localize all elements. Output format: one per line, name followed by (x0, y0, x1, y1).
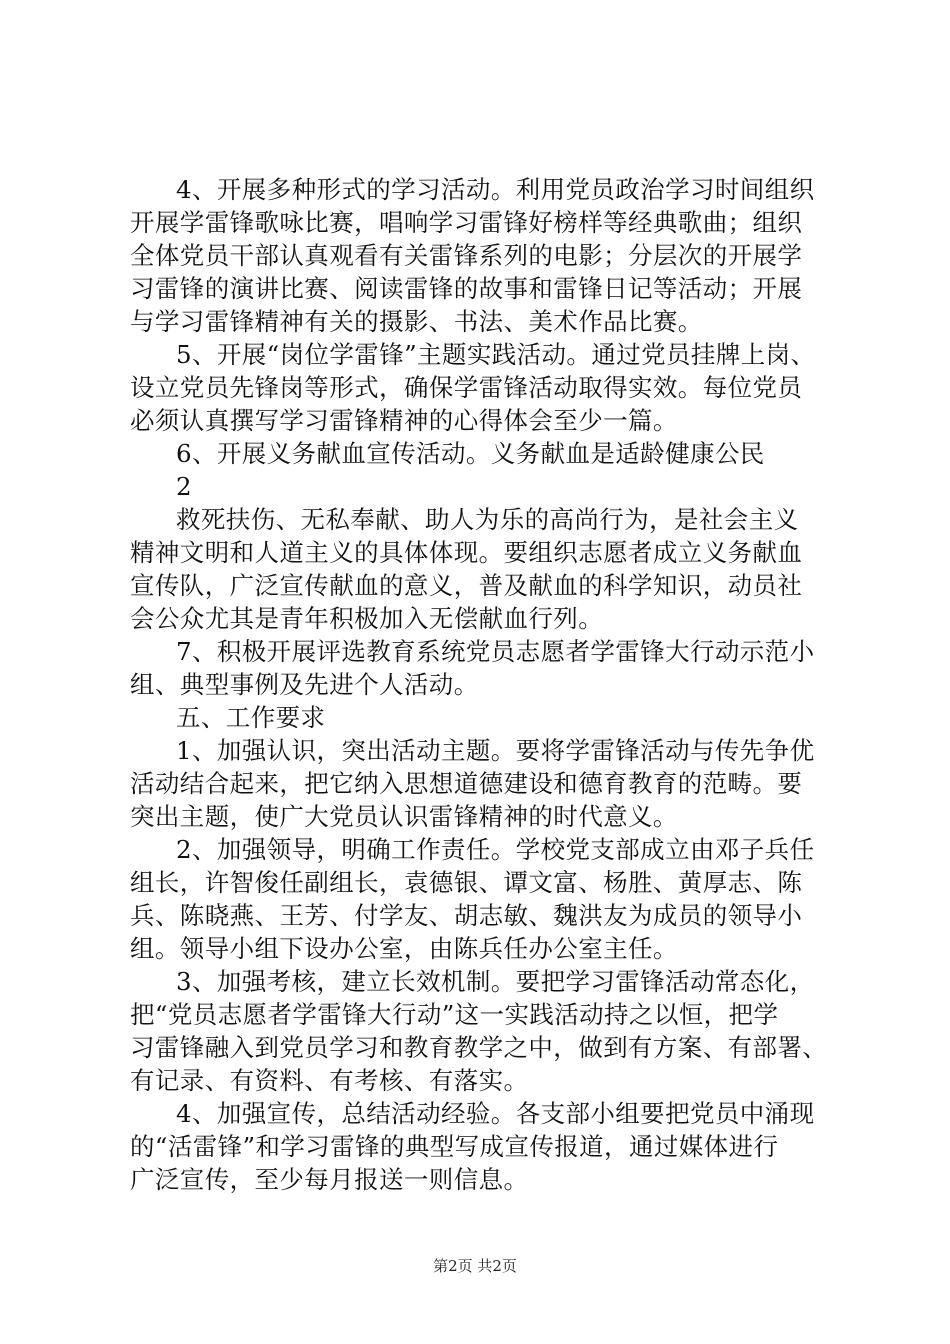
text-line: 组、典型事例及先进个人活动。 (130, 670, 479, 699)
text-line: 与学习雷锋精神有关的摄影、书法、美术作品比赛。 (130, 307, 703, 336)
text-line: 7、积极开展评选教育系统党员志愿者学雷锋大行动示范小 (176, 637, 815, 666)
text-line: 全体党员干部认真观看有关雷锋系列的电影；分层次的开展学 (130, 241, 803, 270)
text-line: 习雷锋的演讲比赛、阅读雷锋的故事和雷锋日记等活动；开展 (130, 274, 803, 303)
text-line: 1、加强认识，突出活动主题。要将学雷锋活动与传先争优 (176, 736, 815, 765)
text-line: 会公众尤其是青年积极加入无偿献血行列。 (130, 604, 604, 633)
text-line: 突出主题，使广大党员认识雷锋精神的时代意义。 (130, 802, 678, 831)
text-line: 2、加强领导，明确工作责任。学校党支部成立由邓子兵任 (176, 835, 815, 864)
text-line: 4、加强宣传，总结活动经验。各支部小组要把党员中涌现 (176, 1099, 815, 1128)
text-line: 3、加强考核，建立长效机制。要把学习雷锋活动常态化， (176, 967, 815, 996)
text-line: 习雷锋融入到党员学习和教育教学之中，做到有方案、有部署、 (130, 1033, 828, 1062)
text-line: 5、开展“岗位学雷锋”主题实践活动。通过党员挂牌上岗、 (176, 340, 816, 369)
text-line: 有记录、有资料、有考核、有落实。 (130, 1066, 529, 1095)
text-line: 的“活雷锋”和学习雷锋的典型写成宣传报道，通过媒体进行 (130, 1132, 779, 1161)
text-line: 2 (176, 472, 192, 501)
text-line: 开展学雷锋歌咏比赛，唱响学习雷锋好榜样等经典歌曲；组织 (130, 208, 803, 237)
text-line: 精神文明和人道主义的具体体现。要组织志愿者成立义务献血 (130, 538, 803, 567)
text-line: 五、工作要求 (176, 703, 326, 732)
text-line: 组长，许智俊任副组长，袁德银、谭文富、杨胜、黄厚志、陈 (130, 868, 803, 897)
page-footer: 第2页 共2页 (433, 1257, 517, 1275)
text-line: 兵、陈晓燕、王芳、付学友、胡志敏、魏洪友为成员的领导小 (130, 901, 803, 930)
text-line: 必须认真撰写学习雷锋精神的心得体会至少一篇。 (130, 406, 678, 435)
text-line: 救死扶伤、无私奉献、助人为乐的高尚行为，是社会主义 (176, 505, 799, 534)
text-line: 4、开展多种形式的学习活动。利用党员政治学习时间组织 (176, 175, 815, 204)
text-line: 设立党员先锋岗等形式，确保学雷锋活动取得实效。每位党员 (130, 373, 803, 402)
text-line: 宣传队，广泛宣传献血的意义，普及献血的科学知识，动员社 (130, 571, 803, 600)
text-line: 活动结合起来，把它纳入思想道德建设和德育教育的范畴。要 (130, 769, 803, 798)
text-line: 广泛宣传，至少每月报送一则信息。 (130, 1165, 529, 1194)
text-line: 把“党员志愿者学雷锋大行动”这一实践活动持之以恒，把学 (130, 1000, 779, 1029)
text-line: 6、开展义务献血宣传活动。义务献血是适龄健康公民 (176, 439, 765, 468)
document-body (130, 173, 836, 1196)
text-line: 组。领导小组下设办公室，由陈兵任办公室主任。 (130, 934, 678, 963)
